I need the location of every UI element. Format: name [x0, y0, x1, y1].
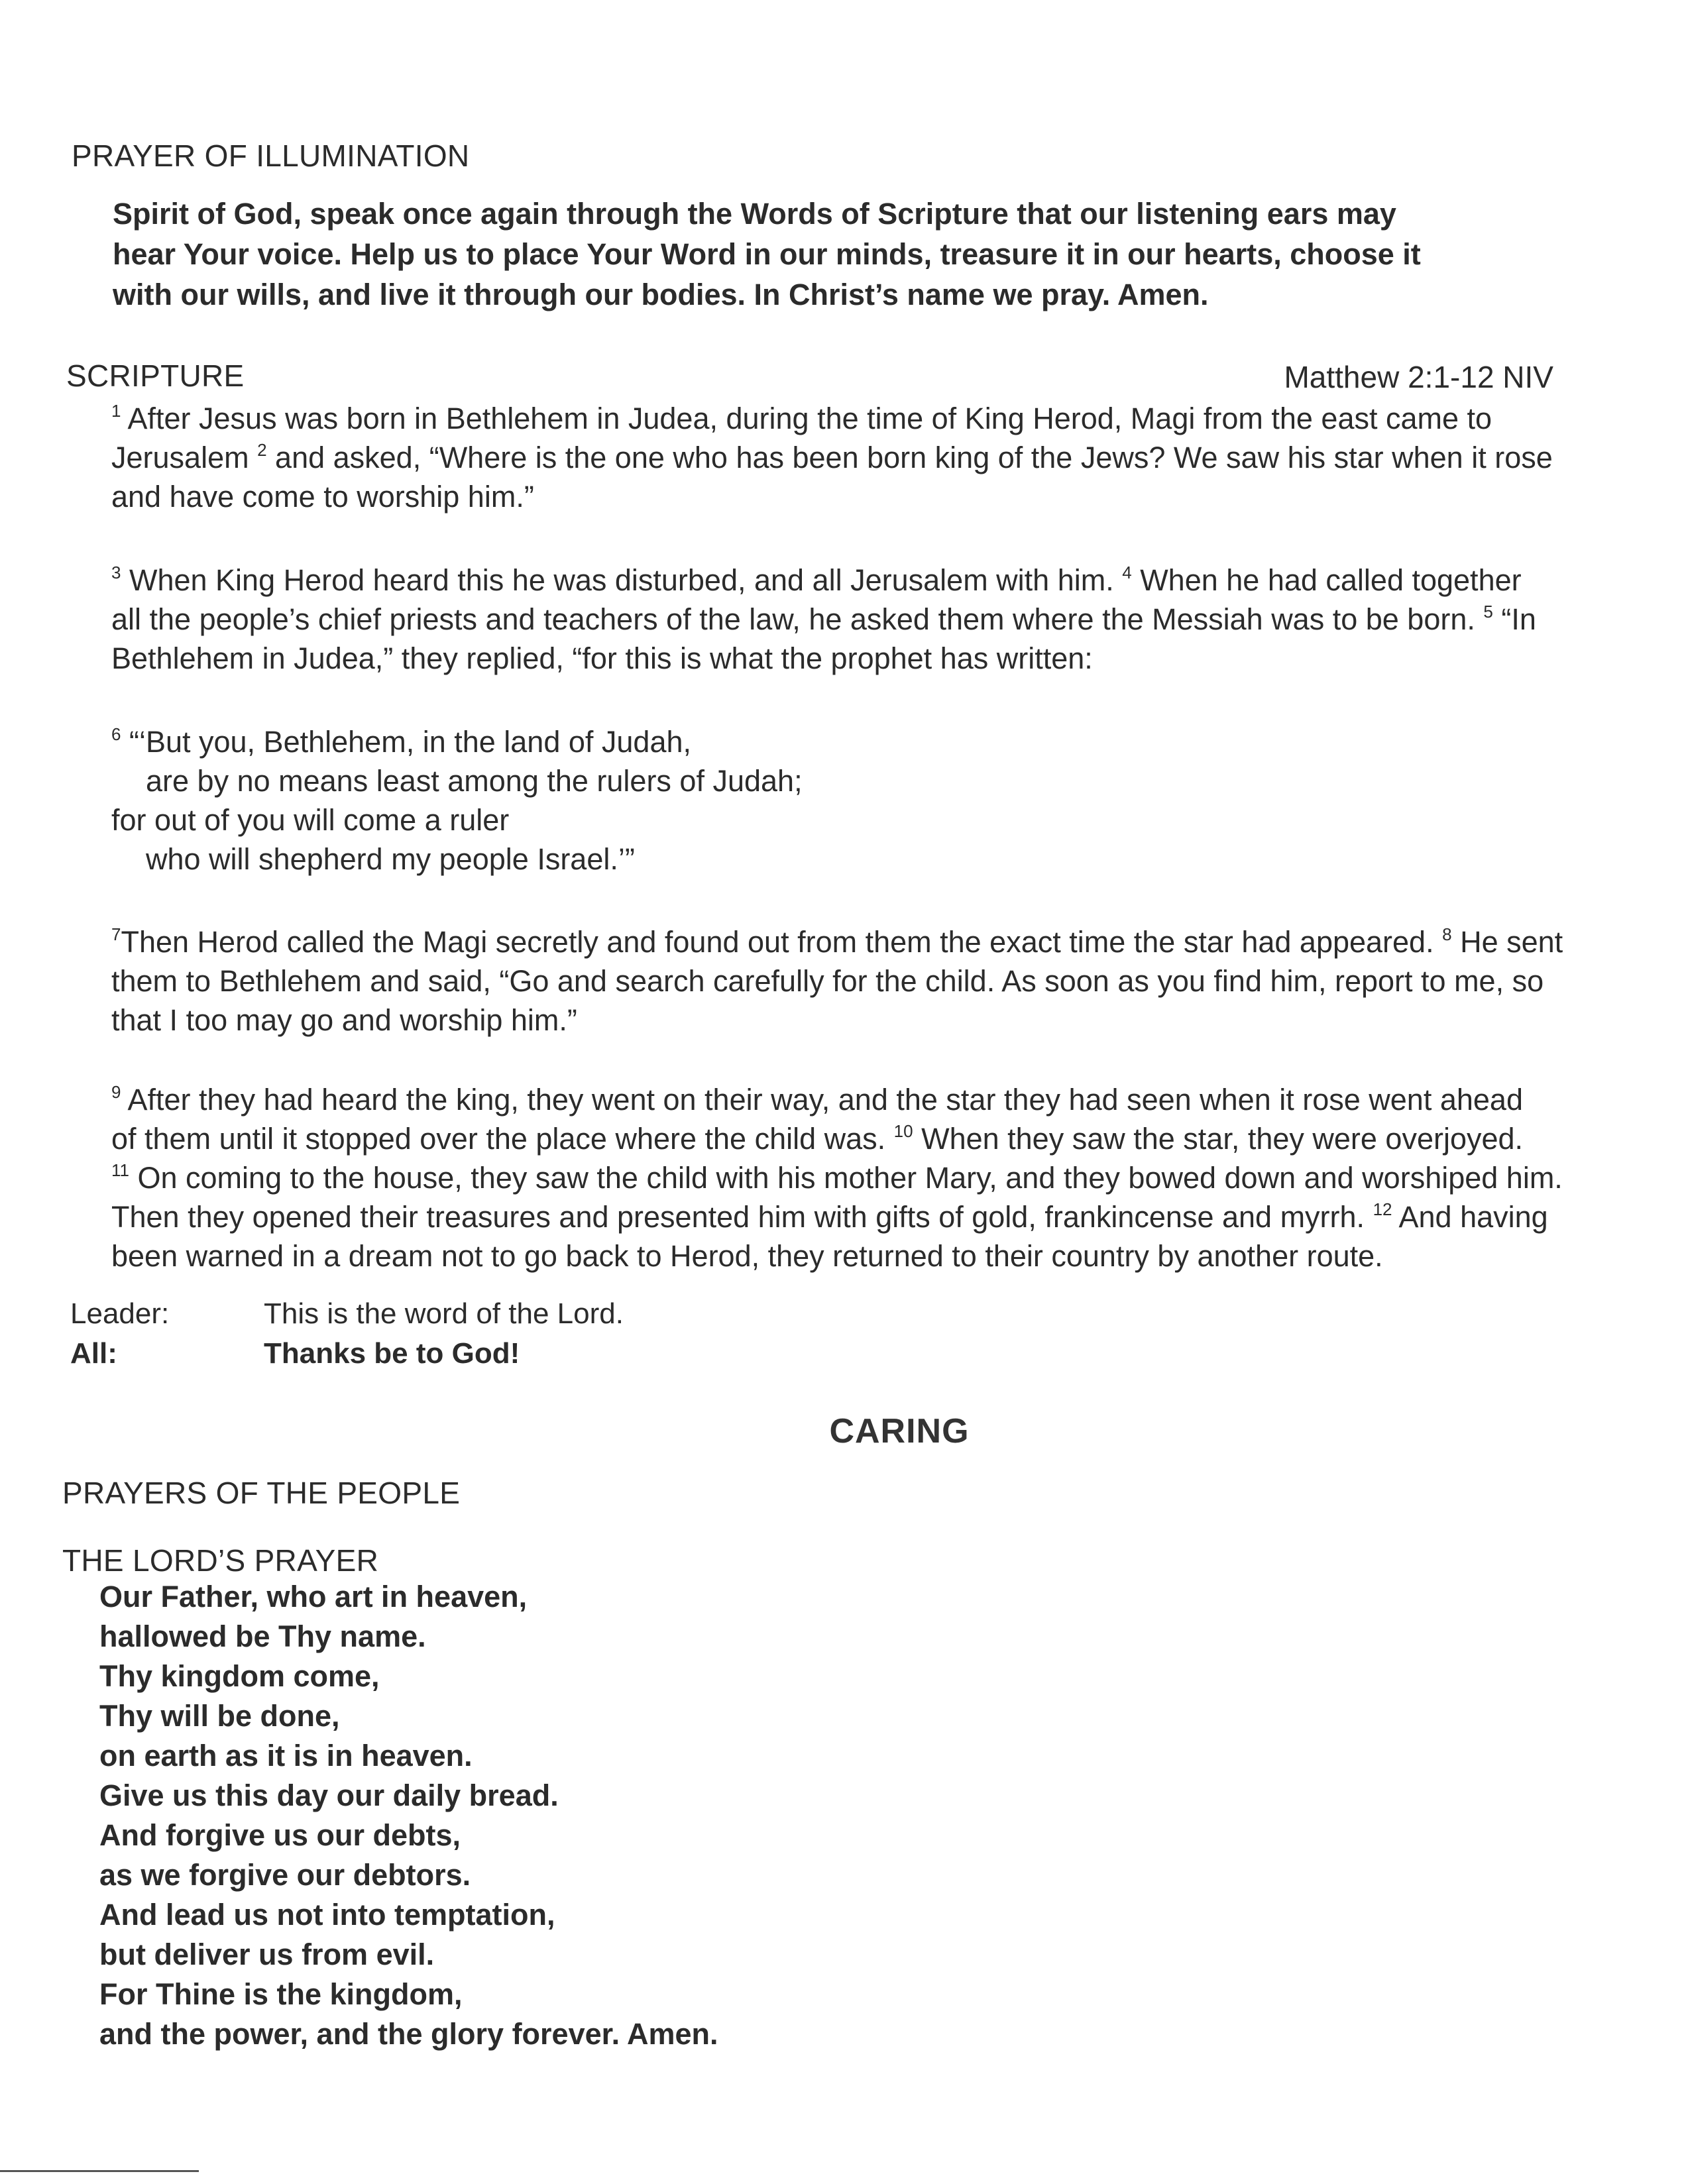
verse-text: been warned in a dream not to go back to Herod, they returned to their country by another route. — [111, 1239, 1383, 1273]
prayer-line: And lead us not into temptation, — [99, 1898, 555, 1932]
illumination-line: with our wills, and live it through our bodies. In Christ’s name we pray. Amen. — [113, 278, 1209, 311]
illumination-line: Spirit of God, speak once again through the Words of Scripture that our listening ears may — [113, 197, 1396, 231]
scan-edge-divider — [0, 2170, 199, 2172]
verse-text: He sent — [1451, 925, 1563, 959]
poem-line: “‘But you, Bethlehem, in the land of Judah, — [121, 725, 692, 759]
verse-number: 8 — [1442, 924, 1452, 944]
verse-number: 2 — [257, 440, 267, 460]
prayer-line: Thy kingdom come, — [99, 1659, 380, 1693]
verse-number: 3 — [111, 563, 121, 582]
scripture-paragraph-2 — [111, 561, 1569, 678]
scripture-reference: Matthew 2:1-12 NIV — [1284, 360, 1553, 394]
verse-text: “In — [1492, 602, 1536, 636]
illumination-heading: PRAYER OF ILLUMINATION — [72, 138, 470, 173]
leader-label: Leader: — [70, 1297, 170, 1330]
illumination-line: hear Your voice. Help us to place Your Word in our minds, treasure it in our hearts, choose it — [113, 237, 1421, 271]
verse-text: When King Herod heard this he was disturbed, and all Jerusalem with him. — [121, 563, 1123, 597]
prayer-line: And forgive us our debts, — [99, 1818, 461, 1852]
lords-prayer-heading: THE LORD’S PRAYER — [62, 1543, 379, 1578]
prayer-line: but deliver us from evil. — [99, 1938, 435, 1971]
verse-number: 5 — [1483, 602, 1493, 622]
prayer-line: Thy will be done, — [99, 1699, 340, 1733]
verse-text: Then Herod called the Magi secretly and found out from them the exact time the star had appeared. — [121, 925, 1443, 959]
verse-number: 7 — [111, 924, 121, 944]
verse-number: 11 — [111, 1160, 129, 1180]
prayer-line: on earth as it is in heaven. — [99, 1739, 473, 1773]
lords-prayer-text — [99, 1577, 718, 2054]
verse-number: 10 — [893, 1121, 913, 1141]
prayer-line: hallowed be Thy name. — [99, 1619, 426, 1653]
illumination-prayer — [113, 193, 1557, 315]
verse-text: After they had heard the king, they went on their way, and the star they had seen when it rose went ahead — [121, 1083, 1523, 1117]
scripture-poem — [111, 722, 803, 879]
verse-text: Then they opened their treasures and presented him with gifts of gold, frankincense and myrrh. — [111, 1200, 1373, 1234]
scripture-paragraph-3 — [111, 922, 1569, 1040]
all-text: Thanks be to God! — [264, 1337, 520, 1370]
prayer-line: as we forgive our debtors. — [99, 1858, 471, 1892]
scripture-paragraph-4 — [111, 1080, 1569, 1276]
verse-number: 1 — [111, 401, 121, 421]
poem-line: for out of you will come a ruler — [111, 803, 510, 837]
prayers-of-the-people-heading: PRAYERS OF THE PEOPLE — [62, 1476, 461, 1510]
verse-text: and have come to worship him.” — [111, 480, 534, 514]
caring-title: CARING — [829, 1412, 970, 1450]
verse-number: 9 — [111, 1082, 121, 1102]
prayer-line: Our Father, who art in heaven, — [99, 1580, 528, 1613]
verse-number: 6 — [111, 724, 121, 744]
verse-text: of them until it stopped over the place where the child was. — [111, 1122, 894, 1156]
verse-text: all the people’s chief priests and teachers of the law, he asked them where the Messiah was to be born. — [111, 602, 1484, 636]
poem-line: are by no means least among the rulers of Judah; — [146, 764, 803, 798]
poem-line: who will shepherd my people Israel.’” — [146, 842, 635, 876]
verse-text: When he had called together — [1131, 563, 1522, 597]
prayer-line: and the power, and the glory forever. Amen. — [99, 2017, 718, 2051]
prayer-line: For Thine is the kingdom, — [99, 1977, 463, 2011]
scripture-paragraph-1 — [111, 399, 1569, 516]
verse-text: them to Bethlehem and said, “Go and search carefully for the child. As soon as you find him, report to me, so — [111, 964, 1544, 998]
all-label: All: — [70, 1337, 117, 1370]
verse-number: 12 — [1373, 1199, 1392, 1219]
verse-number: 4 — [1122, 563, 1132, 582]
leader-text: This is the word of the Lord. — [264, 1297, 624, 1330]
verse-text: After Jesus was born in Bethlehem in Judea, during the time of King Herod, Magi from the east came to — [121, 402, 1492, 435]
verse-text: Jerusalem — [111, 441, 258, 474]
verse-text: On coming to the house, they saw the child with his mother Mary, and they bowed down and worshiped him. — [129, 1161, 1563, 1195]
verse-text: When they saw the star, they were overjoyed. — [913, 1122, 1524, 1156]
scripture-heading: SCRIPTURE — [66, 358, 245, 393]
prayer-line: Give us this day our daily bread. — [99, 1778, 559, 1812]
verse-text: Bethlehem in Judea,” they replied, “for this is what the prophet has written: — [111, 641, 1093, 675]
verse-text: that I too may go and worship him.” — [111, 1003, 577, 1037]
verse-text: and asked, “Where is the one who has been born king of the Jews? We saw his star when it rose — [266, 441, 1553, 474]
verse-text: And having — [1392, 1200, 1548, 1234]
